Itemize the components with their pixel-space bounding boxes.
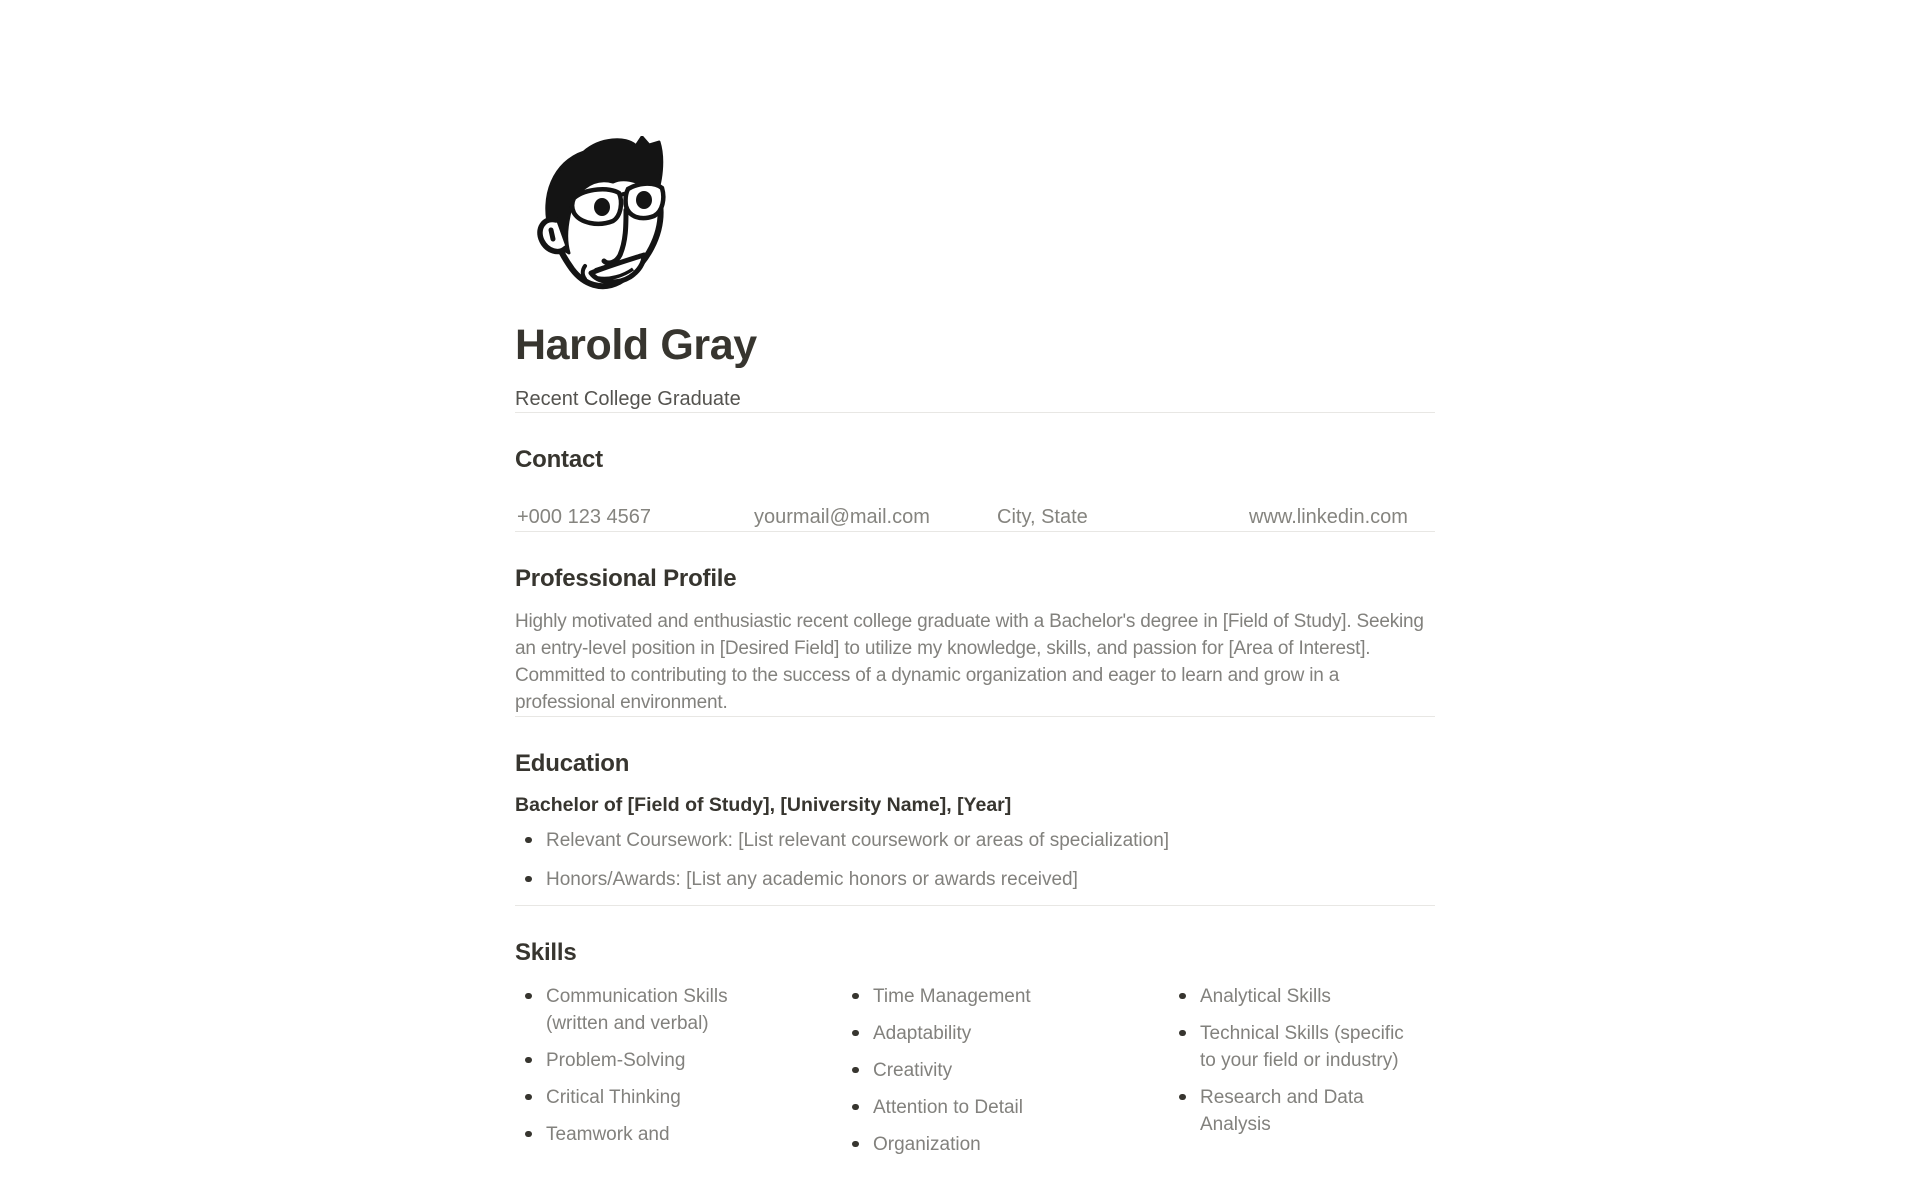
skills-column-1: [515, 983, 781, 1168]
contact-website: www.linkedin.com: [1249, 505, 1408, 528]
education-degree-line: Bachelor of [Field of Study], [University Name], [Year]: [515, 793, 1012, 816]
section-divider: [515, 716, 1435, 717]
contact-email: yourmail@mail.com: [754, 505, 930, 528]
skills-column-3: [1169, 983, 1435, 1168]
education-heading: Education: [515, 749, 630, 777]
skills-columns: [515, 983, 1435, 1168]
skill-item: Technical Skills (specific to your field or industry): [1169, 1020, 1435, 1074]
contact-phone: +000 123 4567: [517, 505, 652, 528]
professional-profile-paragraph: Highly motivated and enthusiastic recent college graduate with a Bachelor's degree in [Field of Study]. Seeking an entry-level position in [Desired Field] to utilize my knowledge, skills, and passion for [Area of Interest]. Committed to contributing to the success of a dynamic organization and eager to learn and grow in a professional environment.: [515, 610, 1424, 713]
man-with-glasses-avatar-icon: [528, 136, 668, 290]
resume-document: [515, 0, 1435, 1168]
skill-item: Critical Thinking: [515, 1084, 781, 1111]
skill-item: Adaptability: [842, 1020, 1108, 1047]
skill-item: Time Management: [842, 983, 1108, 1010]
skill-item: Organization: [842, 1131, 1108, 1158]
profile-avatar: [528, 136, 668, 290]
contact-location: City, State: [997, 505, 1088, 528]
education-bullet: Honors/Awards: [List any academic honors or awards received]: [515, 866, 1435, 893]
skill-item: Creativity: [842, 1057, 1108, 1084]
skill-item: Attention to Detail: [842, 1094, 1108, 1121]
skill-item: Teamwork and: [515, 1121, 781, 1148]
skill-item: Communication Skills (written and verbal): [515, 983, 781, 1037]
contact-heading: Contact: [515, 445, 603, 473]
contact-row: [515, 504, 1435, 531]
section-divider: [515, 531, 1435, 532]
education-bullet-list: [515, 827, 1435, 893]
skill-item: Research and Data Analysis: [1169, 1084, 1435, 1138]
section-divider: [515, 905, 1435, 906]
section-divider: [515, 412, 1435, 413]
skill-item: Problem-Solving: [515, 1047, 781, 1074]
education-bullet: Relevant Coursework: [List relevant coursework or areas of specialization]: [515, 827, 1435, 854]
skills-heading: Skills: [515, 938, 577, 966]
page-title-name: Harold Gray: [515, 321, 757, 369]
profile-subtitle: Recent College Graduate: [515, 387, 741, 410]
skills-column-2: [842, 983, 1108, 1168]
skill-item: Analytical Skills: [1169, 983, 1435, 1010]
professional-profile-heading: Professional Profile: [515, 564, 737, 592]
